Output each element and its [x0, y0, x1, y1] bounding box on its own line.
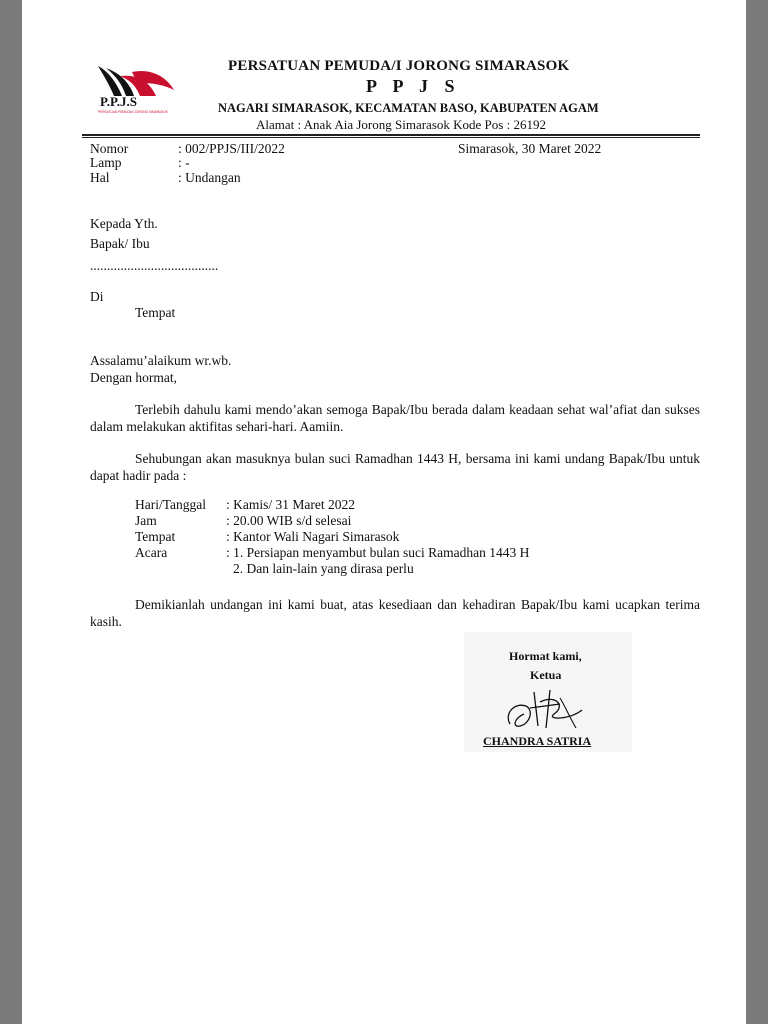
- acara-value-1: : 1. Persiapan menyambut bulan suci Ramadhan 1443 H: [226, 545, 530, 560]
- nomor-value: : 002/PPJS/III/2022: [178, 141, 285, 156]
- closing-text: Hormat kami,: [509, 649, 582, 663]
- acara-value-2: 2. Dan lain-lain yang dirasa perlu: [233, 561, 414, 576]
- recipient-line2: Bapak/ Ibu: [90, 236, 150, 251]
- handwritten-signature: [500, 684, 590, 734]
- tempat-value: : Kantor Wali Nagari Simarasok: [226, 529, 400, 544]
- signer-name: CHANDRA SATRIA: [483, 734, 592, 748]
- svg-text:PERSATUAN PEMUDA/I JORONG SIMA: PERSATUAN PEMUDA/I JORONG SIMARASOK: [98, 110, 168, 114]
- recipient-tempat: Tempat: [135, 305, 176, 320]
- signer-title: Ketua: [530, 668, 562, 682]
- org-region: NAGARI SIMARASOK, KECAMATAN BASO, KABUPATEN AGAM: [218, 101, 599, 115]
- paragraph-2: Sehubungan akan masuknya bulan suci Ramadhan 1443 H, bersama ini kami undang Bapak/Ibu untuk dapat hadir pada :: [90, 451, 700, 483]
- org-name: PERSATUAN PEMUDA/I JORONG SIMARASOK: [228, 58, 570, 74]
- hal-value: : Undangan: [178, 170, 241, 185]
- letter-page: [22, 0, 746, 1024]
- paragraph-3: Demikianlah undangan ini kami buat, atas kesediaan dan kehadiran Bapak/Ibu kami ucapkan terima kasih.: [90, 597, 700, 629]
- recipient-di: Di: [90, 289, 104, 304]
- lamp-label: Lamp: [90, 155, 122, 170]
- letterhead-rule: [82, 134, 700, 136]
- hari-label: Hari/Tanggal: [135, 497, 207, 512]
- logo-wings-icon: [92, 62, 182, 114]
- hal-label: Hal: [90, 170, 110, 185]
- tempat-label: Tempat: [135, 529, 176, 544]
- greeting: Assalamu’alaikum wr.wb.: [90, 353, 232, 368]
- place-date: Simarasok, 30 Maret 2022: [458, 141, 602, 156]
- hari-value: : Kamis/ 31 Maret 2022: [226, 497, 355, 512]
- jam-label: Jam: [135, 513, 157, 528]
- jam-value: : 20.00 WIB s/d selesai: [226, 513, 352, 528]
- acara-label: Acara: [135, 545, 168, 560]
- nomor-label: Nomor: [90, 141, 129, 156]
- salutation: Dengan hormat,: [90, 370, 177, 385]
- ppjs-logo: [92, 62, 182, 114]
- letterhead-rule-thin: [82, 137, 700, 138]
- recipient-line1: Kepada Yth.: [90, 216, 158, 231]
- signature-scribble-icon: [500, 684, 590, 734]
- lamp-value: : -: [178, 155, 190, 170]
- org-abbr: P P J S: [366, 76, 461, 96]
- recipient-dots: ......................................: [90, 258, 219, 273]
- org-address: Alamat : Anak Aia Jorong Simarasok Kode Pos : 26192: [256, 117, 546, 132]
- svg-text:P.P.J.S: P.P.J.S: [100, 94, 137, 109]
- paragraph-1: Terlebih dahulu kami mendo’akan semoga Bapak/Ibu berada dalam keadaan sehat wal’afiat dan sukses dalam melakukan aktifitas sehari-hari. Aamiin.: [90, 402, 700, 434]
